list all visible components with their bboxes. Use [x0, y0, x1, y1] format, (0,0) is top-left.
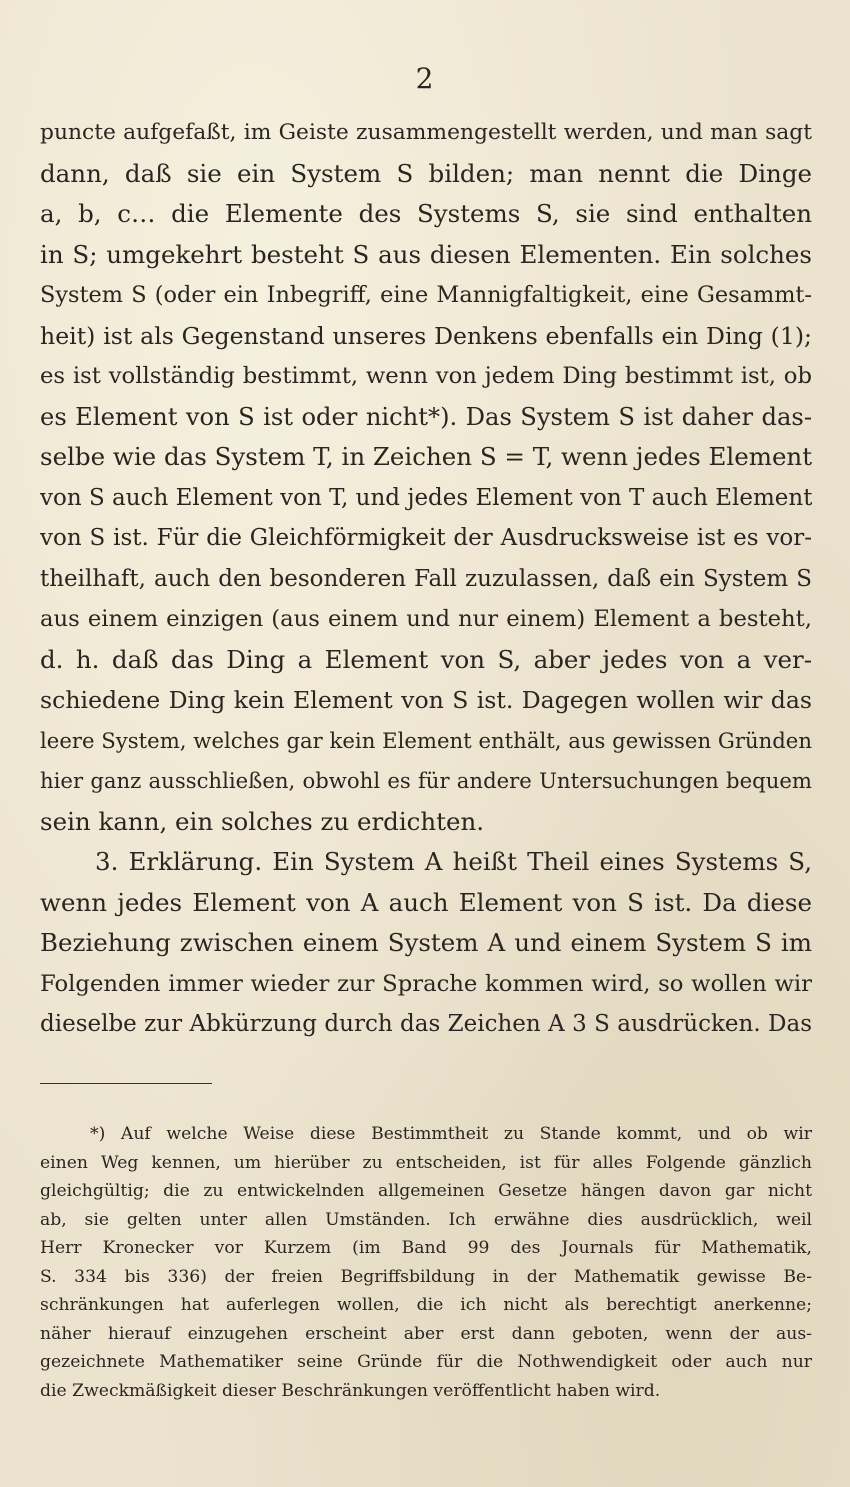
body-line: a, b, c… die Elemente des Systems S, sie sind enthalten	[40, 199, 812, 228]
body-line: es ist vollständig bestimmt, wenn von jedem Ding bestimmt ist, ob	[40, 363, 812, 389]
body-line: hier ganz ausschließen, obwohl es für andere Untersuchungen bequem	[40, 768, 812, 793]
footnote-divider	[40, 1083, 212, 1084]
body-line: heit) ist als Gegenstand unseres Denkens ebenfalls ein Ding (1);	[40, 321, 812, 350]
body-line: in S; umgekehrt besteht S aus diesen Elementen. Ein solches	[40, 239, 812, 269]
body-line: selbe wie das System T, in Zeichen S = T, wenn jedes Element	[40, 442, 812, 471]
body-line: d. h. daß das Ding a Element von S, aber jedes von a ver-	[40, 644, 812, 674]
body-line: aus einem einzigen (aus einem und nur einem) Element a besteht,	[40, 606, 812, 632]
body-line: dann, daß sie ein System S bilden; man nennt die Dinge	[40, 158, 812, 188]
body-line: dieselbe zur Abkürzung durch das Zeichen A 3 S ausdrücken. Das	[40, 1011, 812, 1037]
body-line: sein kann, ein solches zu erdichten.	[40, 806, 485, 836]
footnote-line: einen Weg kennen, um hierüber zu entscheiden, ist für alles Folgende gänzlich	[40, 1152, 812, 1173]
footnote-line: die Zweckmäßigkeit dieser Beschränkungen veröffentlicht haben wird.	[40, 1380, 661, 1401]
body-line: wenn jedes Element von A auch Element von S ist. Da diese	[40, 887, 812, 917]
body-line: System S (oder ein Inbegriff, eine Mannigfaltigkeit, eine Gesammt-	[40, 282, 812, 308]
body-line: Folgenden immer wieder zur Sprache kommen wird, so wollen wir	[40, 970, 812, 997]
body-text	[40, 113, 812, 1045]
footnote-line: ab, sie gelten unter allen Umständen. Ich erwähne dies ausdrücklich, weil	[40, 1209, 812, 1230]
body-line: von S ist. Für die Gleichförmigkeit der Ausdrucksweise ist es vor-	[40, 525, 812, 551]
body-line: schiedene Ding kein Element von S ist. Dagegen wollen wir das	[40, 686, 812, 714]
footnote-line: gleichgültig; die zu entwickelnden allgemeinen Gesetze hängen davon gar nicht	[40, 1181, 812, 1201]
footnote-line: schränkungen hat auferlegen wollen, die ich nicht als berechtigt anerkenne;	[40, 1295, 812, 1315]
footnote-line: S. 334 bis 336) der freien Begriffsbildung in der Mathematik gewisse Be-	[40, 1266, 812, 1287]
body-line: Beziehung zwischen einem System A und einem System S im	[40, 928, 812, 957]
body-line: von S auch Element von T, und jedes Element von T auch Element	[40, 484, 812, 511]
body-line: es Element von S ist oder nicht*). Das System S ist daher das-	[40, 402, 812, 431]
body-line: 3. Erklärung. Ein System A heißt Theil eines Systems S,	[95, 847, 812, 876]
footnote-line: *) Auf welche Weise diese Bestimmtheit zu Stande kommt, und ob wir	[90, 1124, 812, 1144]
footnote-line: Herr Kronecker vor Kurzem (im Band 99 des Journals für Mathematik,	[40, 1238, 812, 1258]
footnote-line: näher hierauf einzugehen erscheint aber erst dann geboten, wenn der aus-	[40, 1323, 812, 1344]
page-number: 2	[415, 62, 435, 95]
body-line: theilhaft, auch den besonderen Fall zuzulassen, daß ein System S	[40, 565, 812, 592]
footnote-line: gezeichnete Mathematiker seine Gründe für die Nothwendigkeit oder auch nur	[40, 1352, 812, 1372]
body-line: leere System, welches gar kein Element enthält, aus gewissen Gründen	[40, 727, 812, 753]
body-line: puncte aufgefaßt, im Geiste zusammengestellt werden, und man sagt	[40, 120, 812, 145]
footnotes	[40, 1120, 812, 1405]
